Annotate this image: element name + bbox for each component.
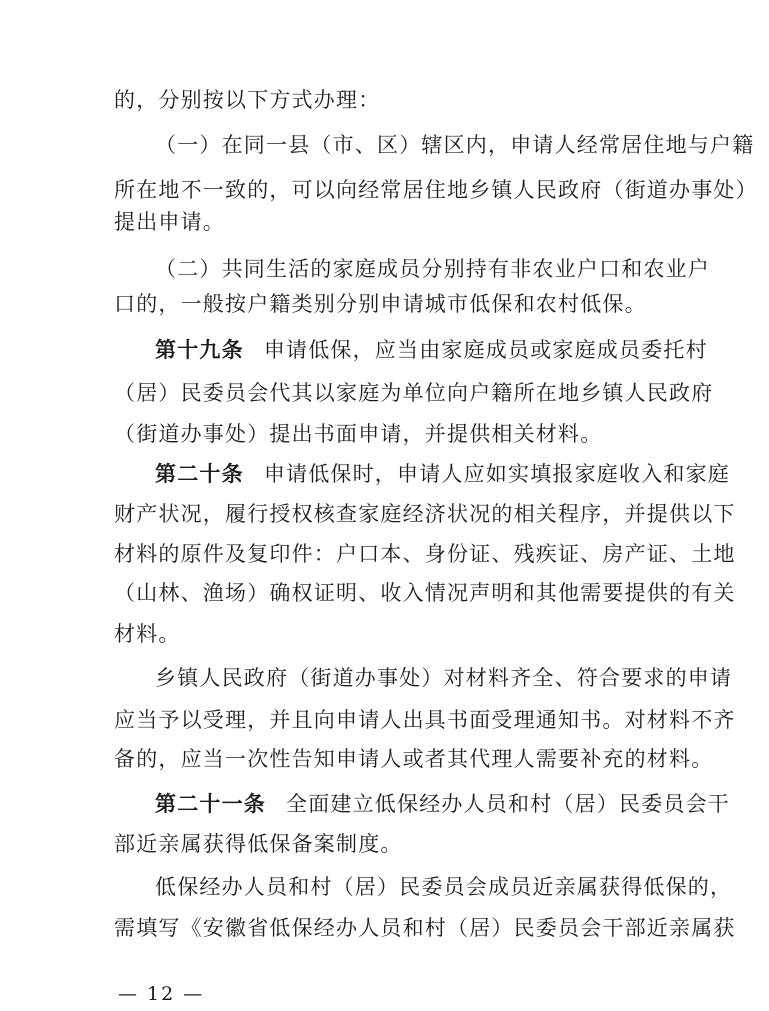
article-text: 申请低保，应当由家庭成员或家庭成员委托村 bbox=[263, 338, 708, 362]
text-line: （居）民委员会代其以家庭为单位向户籍所在地乡镇人民政府 bbox=[114, 381, 714, 405]
text-line: （山林、渔场）确权证明、收入情况声明和其他需要提供的有关 bbox=[114, 581, 736, 605]
article-20-line bbox=[155, 461, 731, 487]
text-line: 乡镇人民政府（街道办事处）对材料齐全、符合要求的申请 bbox=[155, 666, 733, 690]
text-line: 口的，一般按户籍类别分别申请城市低保和农村低保。 bbox=[114, 292, 647, 316]
article-text: 申请低保时，申请人应如实填报家庭收入和家庭 bbox=[263, 462, 731, 486]
text-line: （二）共同生活的家庭成员分别持有非农业户口和农业户 bbox=[155, 257, 710, 281]
text-line: 备的，应当一次性告知申请人或者其代理人需要补充的材料。 bbox=[114, 747, 714, 771]
text-line: 财产状况，履行授权核查家庭经济状况的相关程序，并提供以下 bbox=[114, 502, 736, 526]
text-line: 低保经办人员和村（居）民委员会成员近亲属获得低保的， bbox=[155, 875, 733, 899]
article-21-line bbox=[155, 791, 730, 817]
text-line: 提出申请。 bbox=[114, 210, 225, 234]
text-line: 需填写《安徽省低保经办人员和村（居）民委员会干部近亲属获 bbox=[114, 916, 736, 940]
article-19-line bbox=[155, 337, 715, 363]
page-number: — 12 — bbox=[118, 983, 205, 1005]
article-heading: 第二十条 bbox=[155, 461, 244, 486]
text-line: 材料。 bbox=[114, 622, 181, 646]
article-text: 全面建立低保经办人员和村（居）民委员会干 bbox=[286, 792, 730, 816]
text-line: 材料的原件及复印件：户口本、身份证、残疾证、房产证、土地 bbox=[114, 542, 736, 566]
article-heading: 第十九条 bbox=[155, 337, 244, 362]
article-heading: 第二十一条 bbox=[155, 791, 266, 816]
text-line: （街道办事处）提出书面申请，并提供相关材料。 bbox=[114, 422, 603, 446]
text-line: 所在地不一致的，可以向经常居住地乡镇人民政府（街道办事处） bbox=[114, 178, 758, 202]
text-line: 应当予以受理，并且向申请人出具书面受理通知书。对材料不齐 bbox=[114, 708, 736, 732]
text-line: 的，分别按以下方式办理： bbox=[114, 88, 381, 112]
text-line: （一）在同一县（市、区）辖区内，申请人经常居住地与户籍 bbox=[155, 133, 755, 157]
text-line: 部近亲属获得低保备案制度。 bbox=[114, 832, 403, 856]
